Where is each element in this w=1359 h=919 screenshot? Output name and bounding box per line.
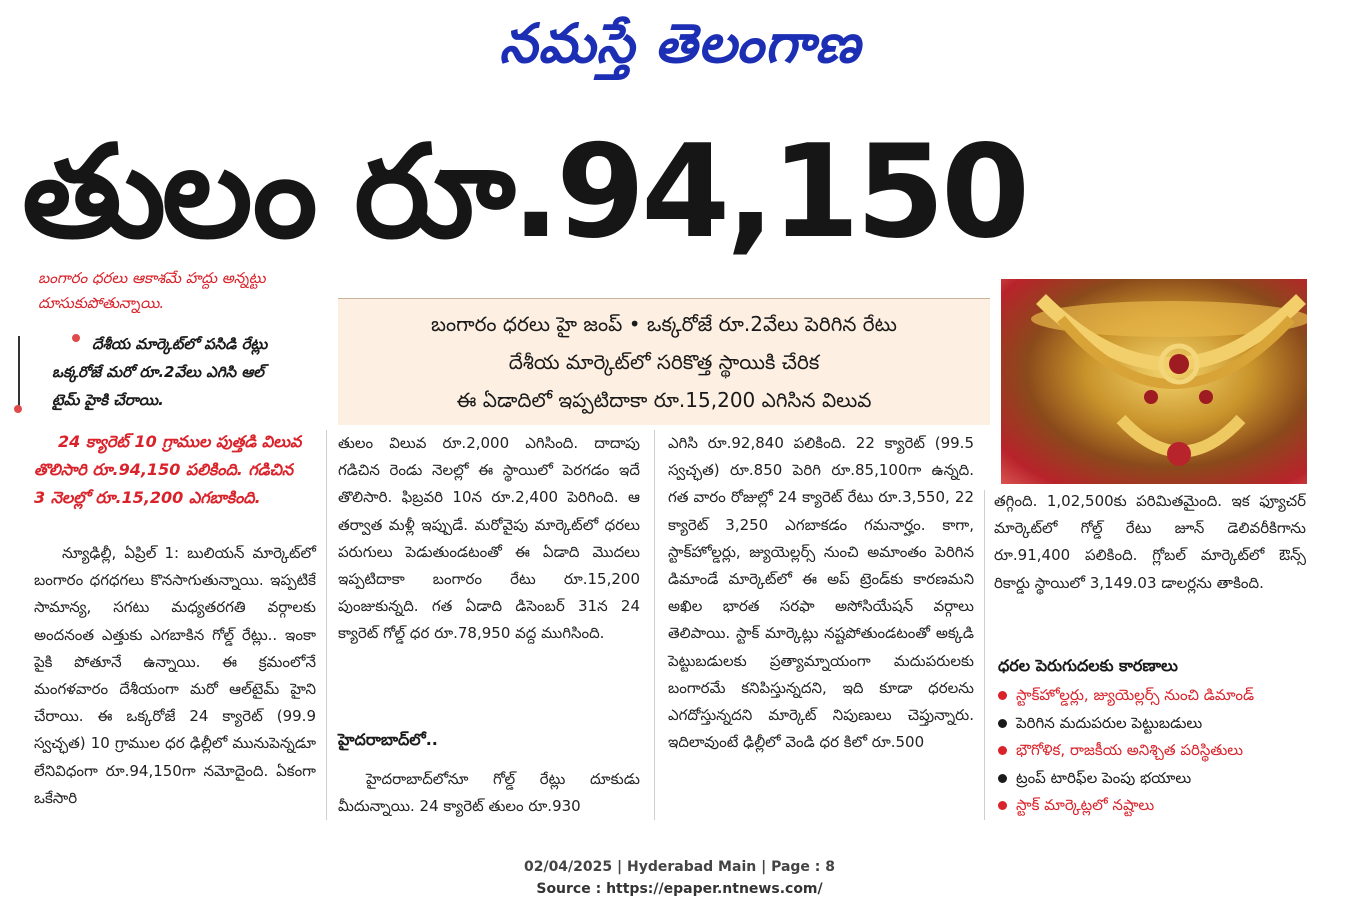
column-rule-2 <box>654 430 655 820</box>
reason-text: ట్రంప్‌ టారిఫ్‌ల పెంపు భయాలు <box>1016 768 1192 787</box>
reason-text: పెరిగిన మదుపరుల పెట్టుబడులు <box>1016 713 1203 732</box>
reason-text: భౌగోళిక, రాజకీయ అనిశ్చిత పరిస్థితులు <box>1016 741 1244 759</box>
section-subhead-hyderabad: హైదరాబాద్‌లో.. <box>338 730 438 749</box>
reason-item <box>998 710 1318 738</box>
bullet-icon <box>998 691 1007 700</box>
reason-item <box>998 737 1318 765</box>
lead-line-2: తొలిసారి రూ.94,150 పలికింది. గడిచిన <box>34 460 294 479</box>
reason-item <box>998 682 1318 710</box>
column-rule-1 <box>326 430 327 820</box>
bullet-icon <box>998 719 1007 728</box>
footer-date-line: 02/04/2025 | Hyderabad Main | Page : 8 <box>523 859 836 875</box>
key-point-3: టైమ్‌ హైకి చేరాయి. <box>52 391 164 409</box>
key-point-2: ఒక్కరోజే మరో రూ.2వేలు ఎగిసి ఆల్‌ <box>52 363 264 381</box>
reason-item <box>998 765 1318 793</box>
reason-item <box>998 792 1318 820</box>
article-column-2-cont: హైదరాబాద్‌లోనూ గోల్డ్‌ రేట్లు దూకుడు మీదున్నాయి. 24 క్యారెట్‌ తులం రూ.930 <box>338 770 640 816</box>
lead-line-1: 24 క్యారెట్‌ 10 గ్రాముల పుత్తడి విలువ <box>58 432 302 451</box>
column-rule-3 <box>984 490 985 820</box>
bullet-icon <box>998 774 1007 783</box>
footer-source-line: Source : https://epaper.ntnews.com/ <box>536 881 823 897</box>
lead-line-3: 3 నెలల్లో రూ.15,200 ఎగబాకింది. <box>34 488 261 507</box>
lead-paragraph <box>34 428 324 512</box>
bullet-icon <box>998 746 1007 755</box>
article-column-4: తగ్గింది. 1,02,500కు పరిమితమైంది. ఇక ఫ్యూచర్‌ మార్కెట్‌లో గోల్డ్‌ రేటు జూన్‌ డెలివరీకిగాను రూ.91,400 పలికింది. గ్లోబల్‌ మార్కెట్‌లో ఔన్స్‌ రికార్డు స్థాయిలో 3,149.03 డాలర్లను తాకింది. <box>994 492 1306 592</box>
jewellery-illustration <box>1001 279 1307 484</box>
subheadline-2: దేశీయ మార్కెట్‌లో సరికొత్త స్థాయికి చేరిక <box>508 350 820 374</box>
reasons-list <box>998 682 1318 820</box>
reason-text: స్టాక్‌ మార్కెట్లలో నష్టాలు <box>1016 796 1155 814</box>
key-point-1: దేశీయ మార్కెట్‌లో పసిడి రేట్లు <box>92 335 268 353</box>
bullet-icon <box>998 801 1007 810</box>
article-column-3: ఎగిసి రూ.92,840 పలికింది. 22 క్యారెట్‌ (99.5 స్వచ్ఛత) రూ.850 పెరిగి రూ.85,100గా ఉన్నది. గత వారం రోజుల్లో 24 క్యారెట్‌ రేటు రూ.3,550, 22 క్యారెట్‌ 3,250 ఎగబాకడం గమనార్హం. కాగా, స్టాక్‌హోల్డర్లు, జ్యుయెల్లర్స్‌ నుంచి అమాంతం పెరిగిన డిమాండే మార్కెట్‌లో ఈ అప్‌ ట్రెండ్‌కు కారణమని అఖిల భారత సరఫా అసోసియేషన్‌ వర్గాలు తెలిపాయి. స్టాక్‌ మార్కెట్లు నష్టపోతుండటంతో అక్కడి పెట్టుబడులకు ప్రత్యామ్నాయంగా మదుపరులకు బంగారమే కనిపిస్తున్నదని, ఇది కూడా ధరలను ఎగదోస్తున్నదని మార్కెట్‌ నిపుణులు చెప్తున్నారు. ఇదిలావుంటే ఢిల్లీలో వెండి ధర కిలో రూ.500 <box>668 434 974 752</box>
article-column-2: తులం విలువ రూ.2,000 ఎగిసింది. దాదాపు గడిచిన రెండు నెలల్లో ఈ స్థాయిలో పెరగడం ఇదే తొలిసారి. ఫిబ్రవరి 10న రూ.2,400 పెరిగింది. ఆ తర్వాత మళ్లీ ఇప్పుడే. మరోవైపు మార్కెట్‌లో ధరలు పరుగులు పెడుతుండటంతో ఈ ఏడాది మొదలు ఇప్పటిదాకా బంగారం రేటు రూ.15,200 పుంజుకున్నది. గత ఏడాది డిసెంబర్‌ 31న 24 క్యారెట్‌ గోల్డ్‌ ధర రూ.78,950 వద్ద ముగిసింది. <box>338 434 640 643</box>
key-points <box>48 330 328 414</box>
gold-jewellery-photo <box>1001 279 1307 484</box>
article-column-1: న్యూఢిల్లీ, ఏప్రిల్‌ 1: బులియన్‌ మార్కెట్‌లో బంగారం ధగధగలు కొనసాగుతున్నాయి. ఇప్పటికే సామాన్య, సగటు మధ్యతరగతి వర్గాలకు అందనంత ఎత్తుకు ఎగబాకిన గోల్డ్‌ రేట్లు.. ఇంకా పైకి పోతూనే ఉన్నాయి. ఈ క్రమంలోనే మంగళవారం దేశీయంగా మరో ఆల్‌టైమ్‌ హైని చేరాయి. ఈ ఒక్కరోజే 24 క్యారెట్‌ (99.9 స్వచ్ఛత) 10 గ్రాముల ధర ఢిల్లీలో మునుపెన్నడూ లేనివిధంగా రూ.94,150గా నమోదైంది. ఏకంగా ఒకేసారి <box>34 544 316 807</box>
main-headline: తులం రూ.94,150 <box>22 118 1027 267</box>
subheadline-box <box>338 298 990 425</box>
intro-text: బంగారం ధరలు ఆకాశమే హద్దు అన్నట్టు దూసుకుపోతున్నాయి. <box>38 269 266 312</box>
reason-text: స్టాక్‌హోల్డర్లు, జ్యుయెల్లర్స్‌ నుంచి డిమాండ్‌ <box>1016 686 1255 704</box>
subheadline-3: ఈ ఏడాదిలో ఇప్పటిదాకా రూ.15,200 ఎగిసిన విలువ <box>456 388 872 412</box>
subheadline-1: బంగారం ధరలు హై జంప్ • ఒక్కరోజే రూ.2వేలు పెరిగిన రేటు <box>431 312 897 336</box>
reasons-title: ధరల పెరుగుదలకు కారణాలు <box>998 656 1178 675</box>
page-footer <box>0 856 1359 900</box>
masthead-logo: నమస్తే తెలంగాణ <box>499 12 861 75</box>
bullet-connector <box>18 336 20 408</box>
bullet-dot-bottom <box>14 405 22 413</box>
